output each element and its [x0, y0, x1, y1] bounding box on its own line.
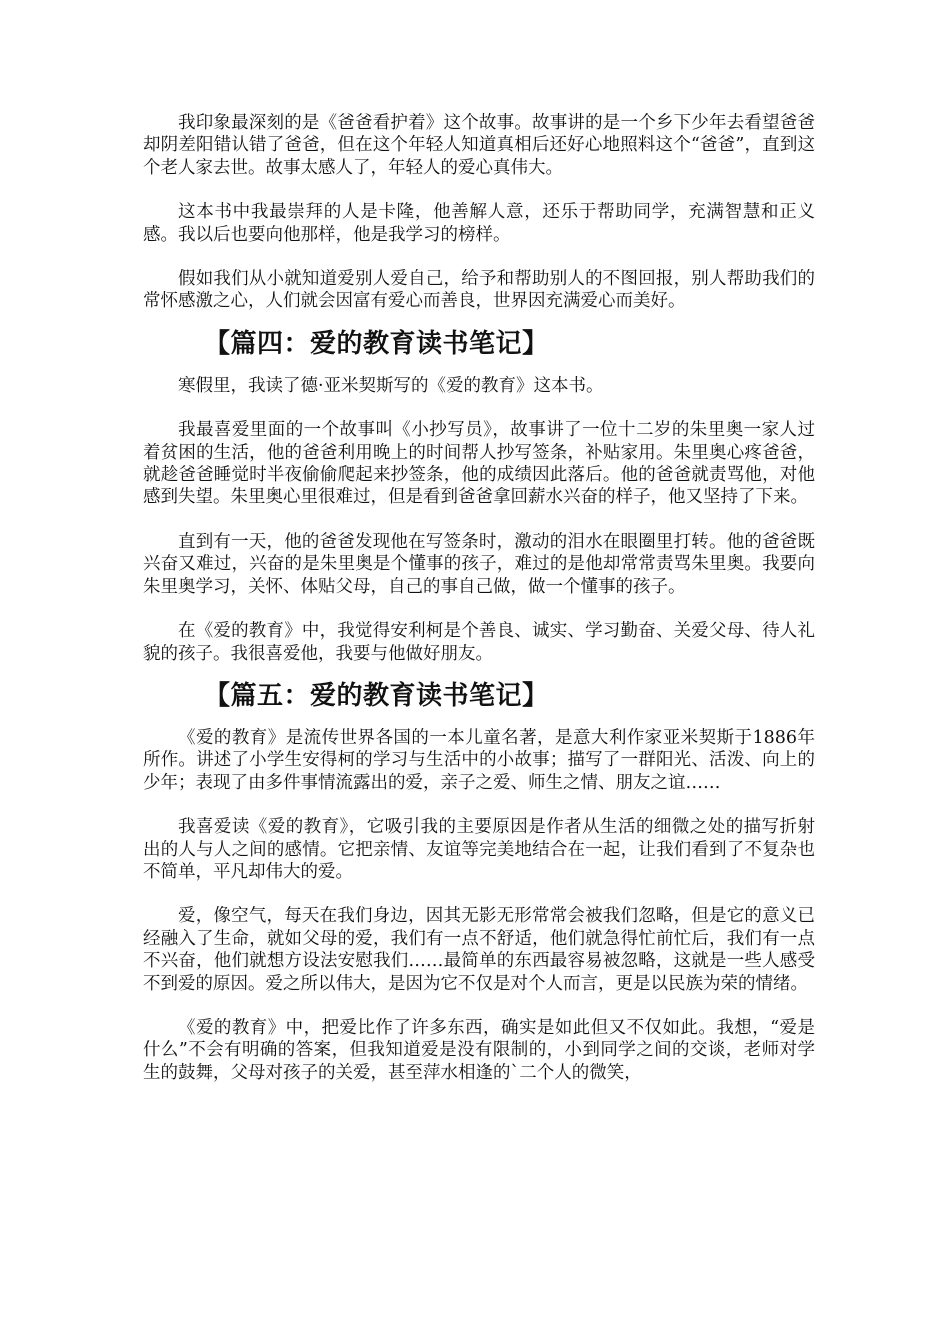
- paragraph-little-scribe: 我最喜爱里面的一个故事叫《小抄写员》，故事讲了一位十二岁的朱里奥一家人过着贫困的生活，他的爸爸利用晚上的时间帮人抄写签条，补贴家用。朱里奥心疼爸爸，就趁爸爸睡觉时半夜偷偷爬起来抄签条，他的成绩因此落后。他的爸爸就责骂他，对他感到失望。朱里奥心里很难过，但是看到爸爸拿回薪水兴奋的样子，他又坚持了下来。: [143, 420, 815, 508]
- paragraph-love-others: 假如我们从小就知道爱别人爱自己，给予和帮助别人的不图回报，别人帮助我们的常怀感激之心，人们就会因富有爱心而善良，世界因充满爱心而美好。: [143, 269, 815, 312]
- section-heading-part4: 【篇四：爱的教育读书笔记】: [204, 328, 549, 359]
- paragraph-what-is-love: 《爱的教育》中，把爱比作了许多东西，确实是如此但又不仅如此。我想，“爱是什么”不会有明确的答案，但我知道爱是没有限制的，小到同学之间的交谈，老师对学生的鼓舞，父母对孩子的关爱，甚至萍水相逢的`二个人的微笑，: [143, 1017, 815, 1083]
- paragraph-winter-reading: 寒假里，我读了德·亚米契斯写的《爱的教育》这本书。: [178, 375, 604, 396]
- paragraph-father-discovers: 直到有一天，他的爸爸发现他在写签条时，激动的泪水在眼圈里打转。他的爸爸既兴奋又难过，兴奋的是朱里奥是个懂事的孩子，难过的是他却常常责骂朱里奥。我要向朱里奥学习，关怀、体贴父母，自己的事自己做，做一个懂事的孩子。: [143, 531, 815, 597]
- paragraph-story-father: 我印象最深刻的是《爸爸看护着》这个故事。故事讲的是一个乡下少年去看望爸爸却阴差阳错认错了爸爸，但在这个年轻人知道真相后还好心地照料这个“爸爸”，直到这个老人家去世。故事太感人了，年轻人的爱心真伟大。: [143, 113, 815, 178]
- paragraph-enrico: 在《爱的教育》中，我觉得安利柯是个善良、诚实、学习勤奋、关爱父母、待人礼貌的孩子。我很喜爱他，我要与他做好朋友。: [143, 621, 815, 664]
- paragraph-love-like-air: 爱，像空气，每天在我们身边，因其无影无形常常会被我们忽略，但是它的意义已经融入了生命，就如父母的爱，我们有一点不舒适，他们就急得忙前忙后，我们有一点不兴奋，他们就想方设法安慰我们……最简单的东西最容易被忽略，这就是一些人感受不到爱的原因。爱之所以伟大，是因为它不仅是对个人而言，更是以民族为荣的情绪。: [143, 906, 815, 994]
- document-page: [143, 112, 815, 1084]
- section-heading-part5: 【篇五：爱的教育读书笔记】: [204, 680, 549, 711]
- paragraph-karon: 这本书中我最崇拜的人是卡隆，他善解人意，还乐于帮助同学，充满智慧和正义感。我以后也要向他那样，他是我学习的榜样。: [143, 202, 815, 245]
- paragraph-why-i-love: 我喜爱读《爱的教育》，它吸引我的主要原因是作者从生活的细微之处的描写折射出的人与人之间的感情。它把亲情、友谊等完美地结合在一起，让我们看到了不复杂也不简单，平凡却伟大的爱。: [143, 817, 815, 882]
- paragraph-book-intro: 《爱的教育》是流传世界各国的一本儿童名著，是意大利作家亚米契斯于1886年所作。讲述了小学生安得柯的学习与生活中的小故事；描写了一群阳光、活泼、向上的少年；表现了由多件事情流露出的爱，亲子之爱、师生之情、朋友之谊……: [143, 727, 815, 793]
